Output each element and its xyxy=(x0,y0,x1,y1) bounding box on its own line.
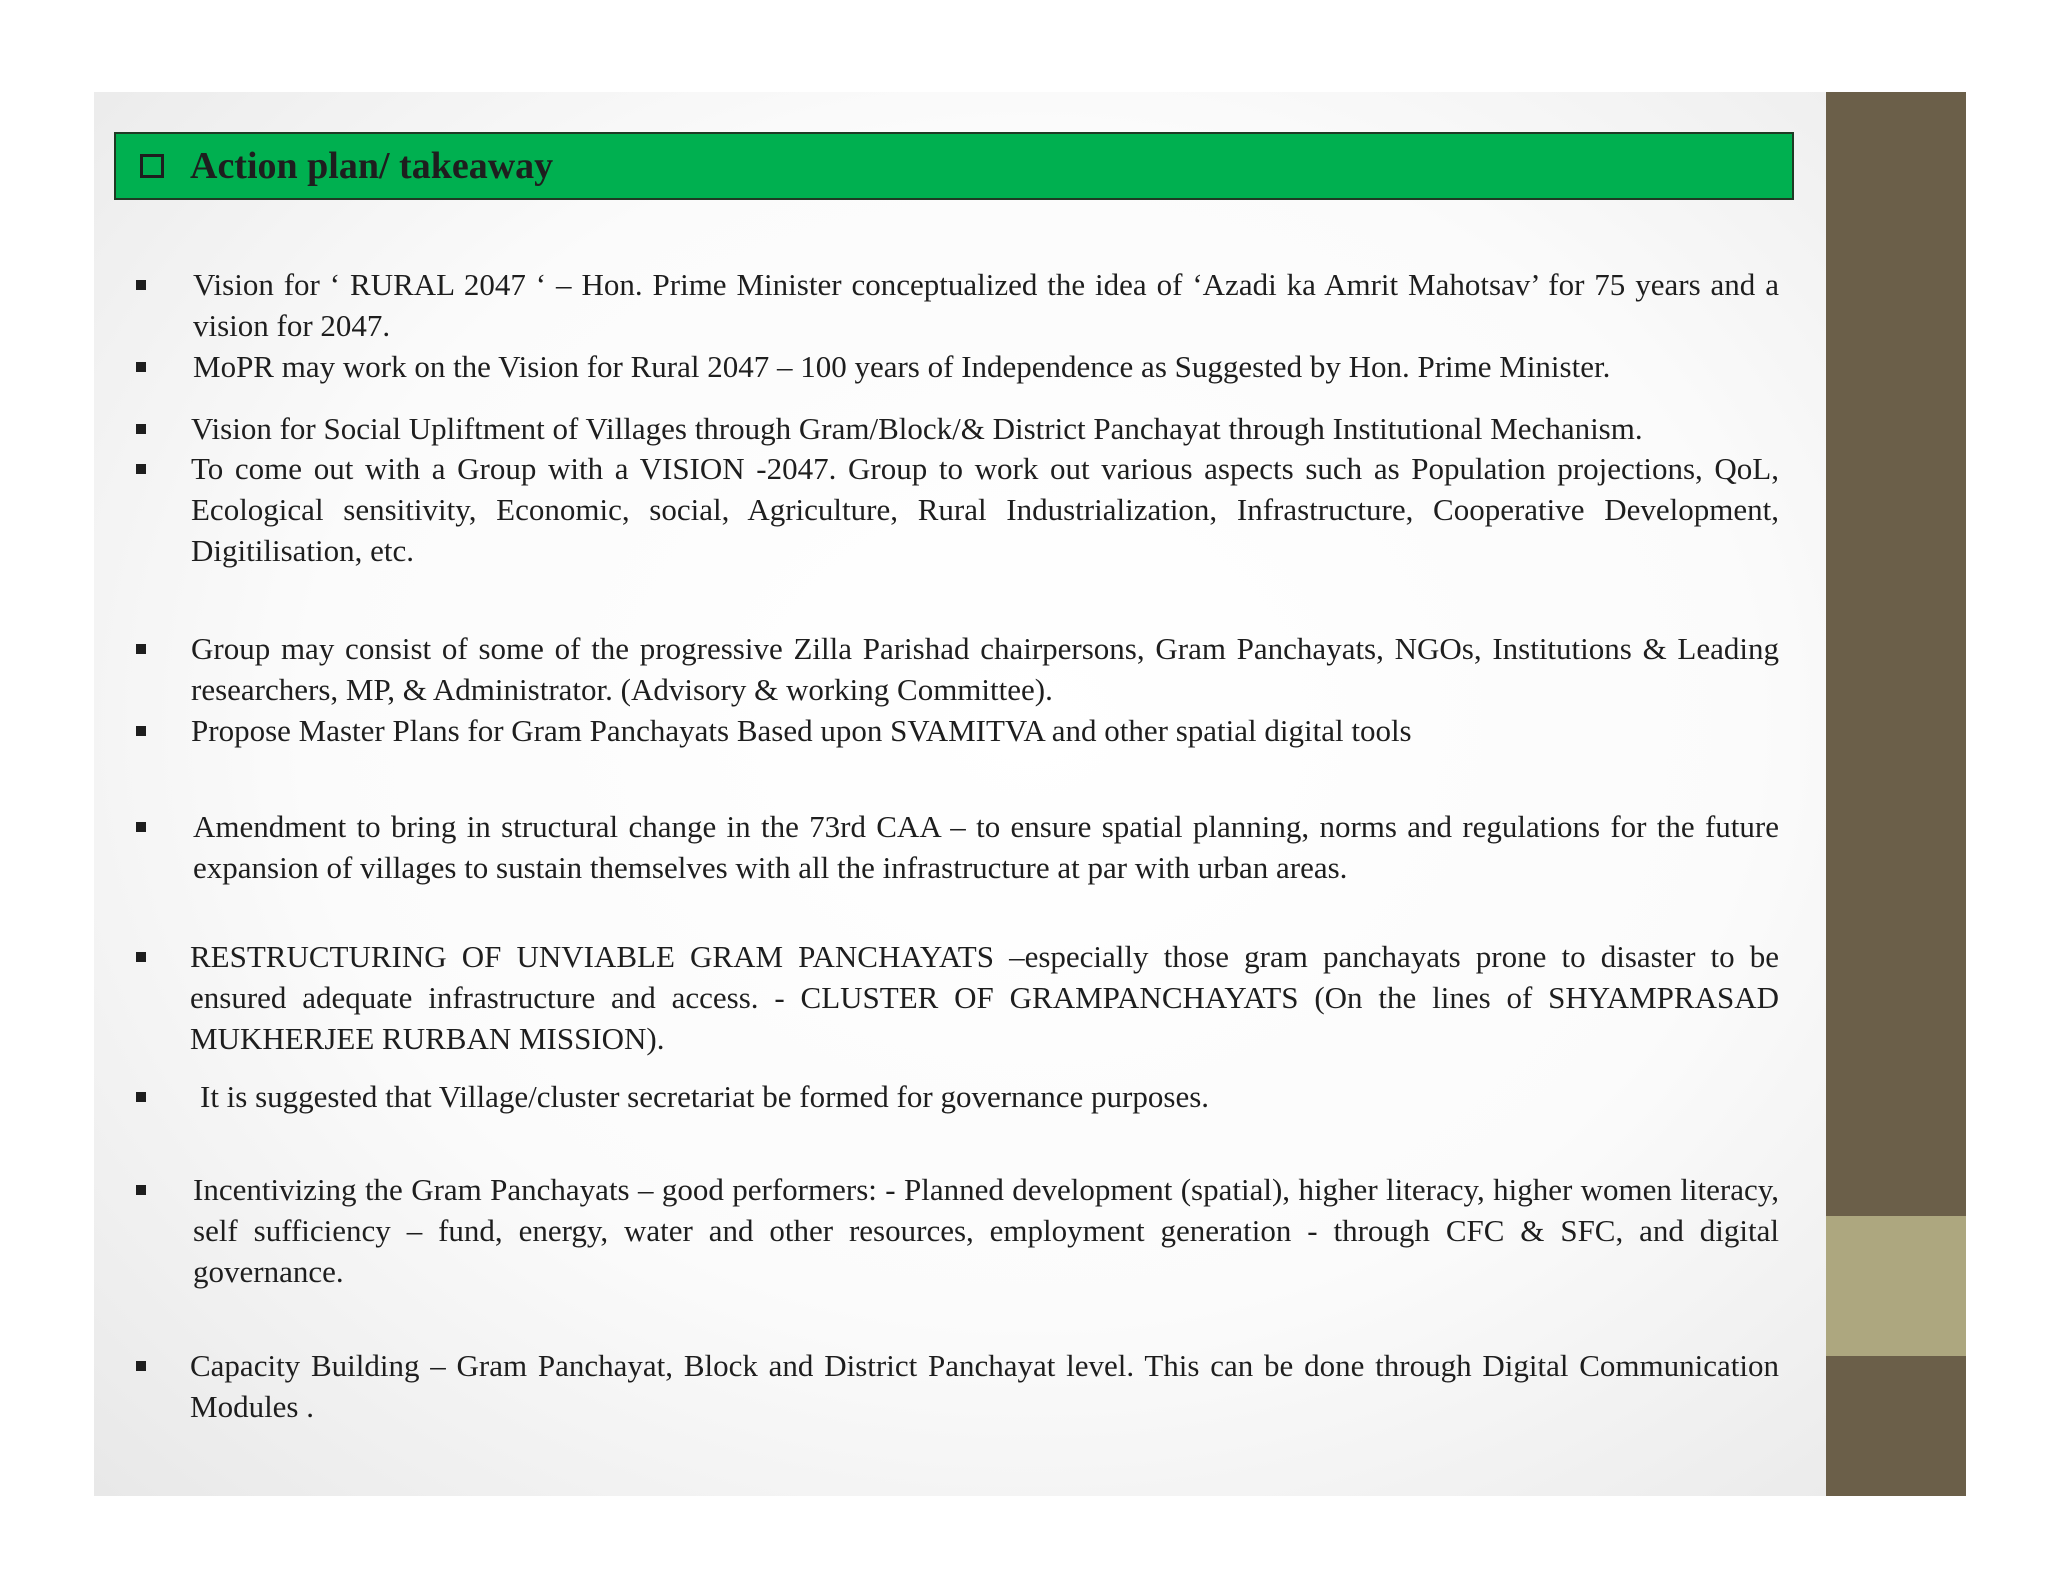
title-bar xyxy=(114,132,1794,200)
list-item-text: Vision for Social Upliftment of Villages through Gram/Block/& District Panchayat through Institutional Mechanism. xyxy=(191,411,1643,446)
slide xyxy=(94,92,1966,1496)
square-bullet-icon xyxy=(136,952,146,962)
square-bullet-icon xyxy=(136,822,146,832)
list-item-text: Group may consist of some of the progressive Zilla Parishad chairpersons, Gram Panchayats, NGOs, Institutions & Leading researchers, MP, & Administrator. (Advisory & working Committee). xyxy=(191,631,1779,707)
square-bullet-icon xyxy=(136,1185,146,1195)
list-item-text: Vision for ‘ RURAL 2047 ‘ – Hon. Prime Minister conceptualized the idea of ‘Azadi ka Amrit Mahotsav’ for 75 years and a vision for 2047. xyxy=(193,267,1779,343)
list-item-text: Propose Master Plans for Gram Panchayats Based upon SVAMITVA and other spatial digital tools xyxy=(191,713,1412,748)
checkbox-bullet-icon xyxy=(140,154,164,178)
list-item-text: Incentivizing the Gram Panchayats – good performers: - Planned development (spatial), higher literacy, higher women literacy, self sufficiency – fund, energy, water and other resources, employment generation - through CFC & SFC, and digital governance. xyxy=(193,1172,1779,1289)
slide-title: Action plan/ takeaway xyxy=(190,145,554,187)
square-bullet-icon xyxy=(136,1092,146,1102)
list-item-text: Capacity Building – Gram Panchayat, Block and District Panchayat level. This can be done through Digital Communication Modules . xyxy=(190,1348,1779,1424)
square-bullet-icon xyxy=(136,362,146,372)
list-item-text: Amendment to bring in structural change in the 73rd CAA – to ensure spatial planning, norms and regulations for the future expansion of villages to sustain themselves with all the infrastructure at par with urban areas. xyxy=(193,809,1779,885)
list-item-text: To come out with a Group with a VISION -2047. Group to work out various aspects such as Population projections, QoL, Ecological sensitivity, Economic, social, Agriculture, Rural Industrialization, Infrastructure, Cooperative Development, Digitilisation, etc. xyxy=(191,451,1779,568)
decorative-sidebar xyxy=(1826,92,1966,1496)
list-item-text: MoPR may work on the Vision for Rural 2047 – 100 years of Independence as Suggested by Hon. Prime Minister. xyxy=(193,349,1611,384)
square-bullet-icon xyxy=(136,726,146,736)
sidebar-accent-block xyxy=(1826,1216,1966,1356)
list-item-text: It is suggested that Village/cluster secretariat be formed for governance purposes. xyxy=(200,1079,1210,1114)
square-bullet-icon xyxy=(136,280,146,290)
square-bullet-icon xyxy=(136,1361,146,1371)
square-bullet-icon xyxy=(136,424,146,434)
list-item-text: RESTRUCTURING OF UNVIABLE GRAM PANCHAYATS –especially those gram panchayats prone to disaster to be ensured adequate infrastructure and access. - CLUSTER OF GRAMPANCHAYATS (On the lines of SHYAMPRASAD MUKHERJEE RURBAN MISSION). xyxy=(190,939,1779,1056)
square-bullet-icon xyxy=(136,644,146,654)
square-bullet-icon xyxy=(136,464,146,474)
